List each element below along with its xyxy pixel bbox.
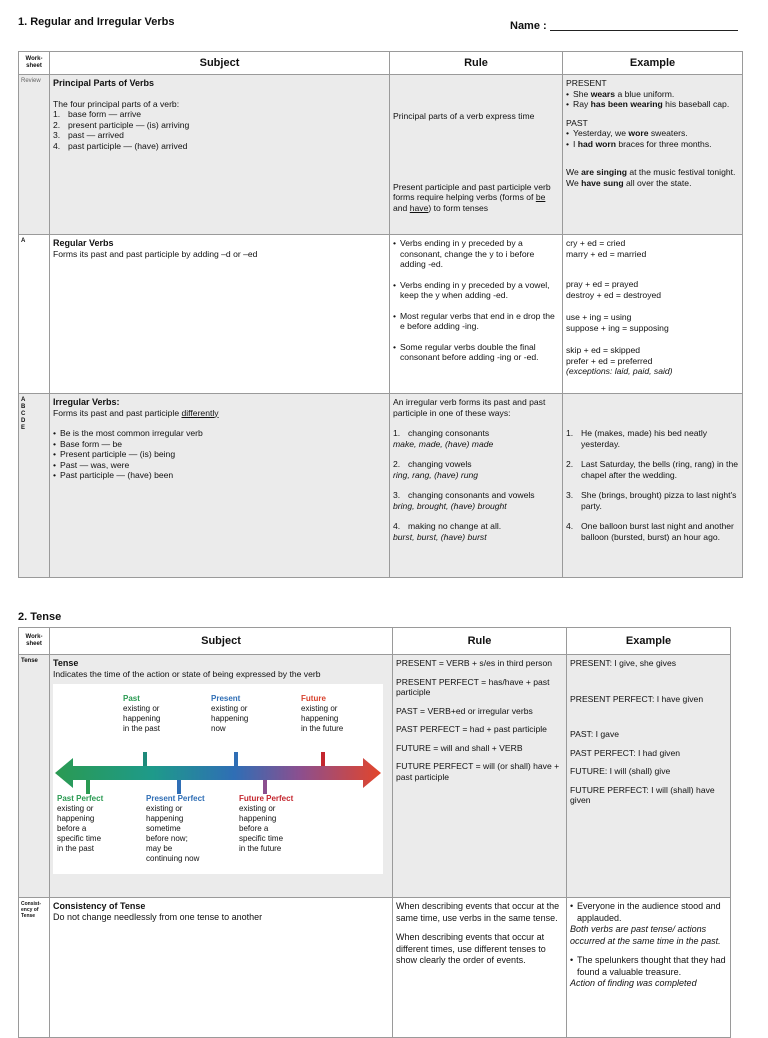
name-field[interactable] [510, 20, 738, 32]
header-rule: Rule [393, 628, 567, 655]
subject-consistency [50, 898, 393, 1038]
rule-intro: An irregular verb forms its past and past participle in one of these ways: [393, 397, 546, 418]
subject-regular-verbs [50, 235, 390, 394]
subject-principal-parts [50, 75, 390, 235]
subject-title: Irregular Verbs: [53, 397, 120, 407]
list-item: 2. Last Saturday, the bells (ring, rang) in the chapel after the wedding. [566, 459, 738, 480]
subject-desc: Indicates the time of the action or state of being expressed by the verb [53, 668, 321, 679]
list-item: 4. making no change at all. [393, 521, 502, 531]
list-item: • Yesterday, we wore sweaters. [566, 128, 739, 139]
list-item: • She wears a blue uniform. [566, 89, 739, 100]
exceptions-note: (exceptions: laid, paid, said) [566, 366, 673, 376]
example-text: We are singing at the music festival tonight. [566, 167, 736, 177]
header-worksheet: Work-sheet [19, 52, 50, 75]
list-item: • Base form — be [53, 439, 386, 450]
section-2-heading: 2. Tense [18, 611, 62, 623]
list-item: 3. changing consonants and vowels [393, 490, 535, 500]
ws-consistency: Consist-ency of Tense [19, 898, 50, 1038]
list-item: • I had worn braces for three months. [566, 139, 739, 150]
list-item: • The spelunkers thought that they had found a valuable treasure. [570, 955, 727, 978]
rule-irregular-verbs: An irregular verb forms its past and past participle in one of these ways: 1. changing consonants make, made, (have) made 2. changing vowels ring, rang, (have) rung 3. changing consonants and vowels bring, brought, (have) brought 4. making no change at all. burst, burst, (have) burst [390, 394, 563, 578]
subject-desc: Do not change needlessly from one tense to another [53, 912, 263, 922]
subject-title: Consistency of Tense [53, 901, 146, 911]
subject-tense [50, 655, 393, 898]
list-item: 3. She (brings, brought) pizza to last night's party. [566, 490, 737, 511]
name-label: Name : [510, 20, 547, 32]
principal-parts-list [53, 109, 386, 151]
rule-text: Present participle and past participle verb forms require helping verbs (forms of be and have) to form tenses [393, 181, 551, 213]
list-item: • Past — was, were [53, 460, 386, 471]
timeline-past-label: Past existing or happening in the past [123, 694, 161, 733]
list-item: 4. One balloon burst last night and another balloon (bursted, burst) an hour ago. [566, 521, 734, 542]
example-irregular-verbs [563, 394, 743, 578]
tick-future-perfect [263, 780, 267, 794]
timeline-present-label: Present existing or happening now [211, 694, 249, 733]
subject-desc: Forms its past and past participle differently [53, 407, 219, 418]
list-item: 1. base form — arrive [53, 109, 142, 119]
list-item: • Verbs ending in y preceded by a vowel, keep the y when adding -ed. [393, 280, 559, 301]
tick-present [234, 752, 238, 766]
rule-tense: PRESENT = VERB + s/es in third person PRESENT PERFECT = has/have + past participle PAST = VERB+ed or irregular verbs PAST PERFECT = had + past participle FUTURE = will and shall + VERB FUTURE PERFECT = will (or shall) have + past participle [393, 655, 567, 898]
tick-past-perfect [86, 780, 90, 794]
header-rule: Rule [390, 52, 563, 75]
subject-title: Tense [53, 658, 79, 668]
subject-title: Principal Parts of Verbs [53, 78, 155, 88]
rule-principal-parts [390, 75, 563, 235]
tick-present-perfect [177, 780, 181, 794]
list-item: • Everyone in the audience stood and applauded. [570, 901, 727, 924]
subject-intro: The four principal parts of a verb: [53, 98, 180, 109]
name-blank-line[interactable] [550, 20, 738, 31]
tense-timeline [53, 684, 383, 874]
list-item: 4. past participle — (have) arrived [53, 140, 188, 151]
timeline-arrow-shape [55, 758, 381, 788]
rule-consistency: When describing events that occur at the same time, use verbs in the same tense. When describing events that occur at different times, use different tenses to show clearly the order of events. [393, 898, 567, 1038]
list-item: • Ray has been wearing his baseball cap. [566, 99, 739, 110]
list-item: 2. present participle — (is) arriving [53, 119, 190, 130]
rule-regular-verbs [390, 235, 563, 394]
ws-review: Review [19, 75, 50, 235]
verbs-table [18, 51, 743, 578]
list-item: 2. changing vowels [393, 459, 472, 469]
example-label: PAST [566, 117, 588, 128]
header-worksheet: Work-sheet [19, 628, 50, 655]
list-item: 1. changing consonants [393, 428, 490, 438]
example-text: We have sung all over the state. [566, 177, 692, 188]
ws-tense: Tense [19, 655, 50, 898]
list-item: 3. past — arrived [53, 130, 124, 140]
timeline-past-perfect-label: Past Perfect existing or happening before a specific time in the past [57, 794, 104, 853]
tick-past [143, 752, 147, 766]
list-item: • Most regular verbs that end in e drop the e before adding -ing. [393, 311, 559, 332]
list-item: • Be is the most common irregular verb [53, 428, 386, 439]
list-item: • Present participle — (is) being [53, 449, 386, 460]
example-label: PRESENT [566, 78, 607, 88]
example-regular-verbs: cry + ed = cried marry + ed = married pray + ed = prayed destroy + ed = destroyed use + ing = using suppose + ing = supposing skip + ed = skipped prefer + ed = preferred (exceptions: laid, paid, said) [563, 235, 743, 394]
timeline-future-label: Future existing or happening in the future [301, 694, 344, 733]
header-subject: Subject [50, 52, 390, 75]
subject-title: Regular Verbs [53, 238, 114, 248]
rule-text: Principal parts of a verb express time [393, 111, 535, 121]
example-tense: PRESENT: I give, she gives PRESENT PERFECT: I have given PAST: I gave PAST PERFECT: I had given FUTURE: I will (shall) give FUTURE PERFECT: I will (shall) have given [567, 655, 731, 898]
example-principal-parts [563, 75, 743, 235]
list-item: • Verbs ending in y preceded by a consonant, change the y to i before adding -ed. [393, 238, 559, 270]
header-example: Example [563, 52, 743, 75]
ws-a-to-e: A B C D E [19, 394, 50, 578]
header-example: Example [567, 628, 731, 655]
tense-table [18, 627, 731, 1038]
section-1-heading: 1. Regular and Irregular Verbs [18, 16, 175, 28]
tick-future [321, 752, 325, 766]
example-consistency: • Everyone in the audience stood and applauded. Both verbs are past tense/ actions occurred at the same time in the past. • The spelunkers thought that they had found a valuable treasure. Action of finding was completed [567, 898, 731, 1038]
ws-a: A [19, 235, 50, 394]
timeline-present-perfect-label: Present Perfect existing or happening sometime before now; may be continuing now [146, 794, 205, 863]
subject-desc: Forms its past and past participle by adding –d or –ed [53, 248, 258, 259]
timeline-future-perfect-label: Future Perfect existing or happening before a specific time in the future [239, 794, 294, 853]
list-item: • Some regular verbs double the final consonant before adding -ing or -ed. [393, 342, 559, 363]
subject-irregular-verbs [50, 394, 390, 578]
list-item: • Past participle — (have) been [53, 470, 386, 481]
header-subject: Subject [50, 628, 393, 655]
list-item: 1. He (makes, made) his bed neatly yesterday. [566, 428, 708, 449]
